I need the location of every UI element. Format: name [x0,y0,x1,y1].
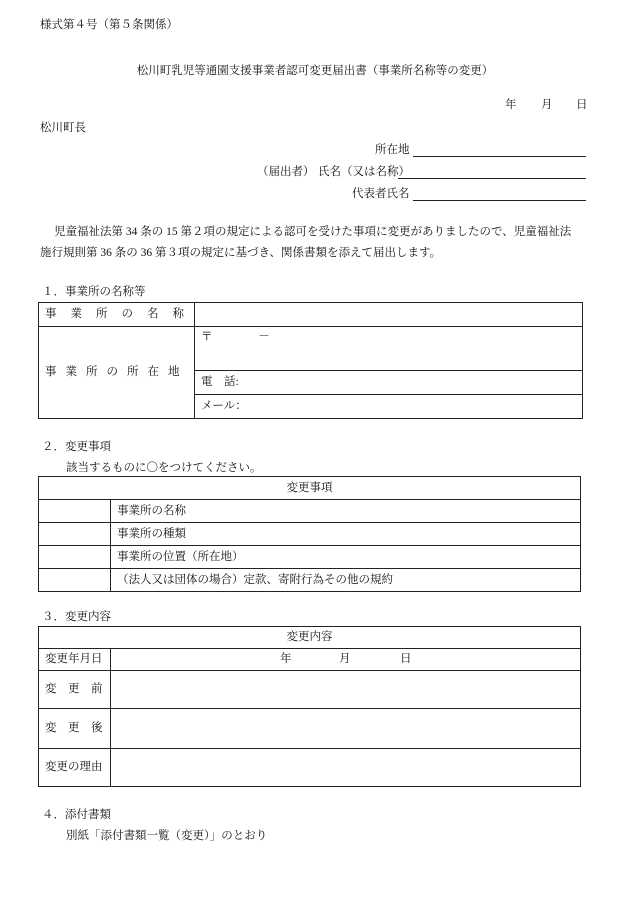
representative-label: 代表者氏名 [352,188,410,200]
postal-dash: － [258,331,270,343]
section3-heading: ３．変更内容 [42,611,111,623]
name-field[interactable] [398,165,586,179]
office-name-label: 事業所の名称 [39,303,195,327]
applicant-label: （届出者） [257,166,315,178]
change-item: 事業所の種類 [111,523,581,546]
section2-instruction: 該当するものに〇をつけてください。 [66,462,262,474]
change-item-mark[interactable] [39,546,111,569]
body-text-line1: 児童福祉法第 34 条の 15 第２項の規定による認可を受けた事項に変更がありましたので、児童福祉法 [54,226,572,238]
change-date-label: 変更年月日 [39,649,111,671]
mail-field[interactable] [195,395,583,419]
name-label: 氏名（又は名称） [318,166,410,178]
change-content-table [38,626,581,787]
reason-field[interactable] [111,749,581,787]
change-date-year: 年 [280,653,292,665]
change-date-field[interactable] [111,649,581,671]
location-label: 所在地 [375,144,410,156]
date-month: 月 [541,99,553,111]
change-item-mark[interactable] [39,523,111,546]
before-field[interactable] [111,671,581,709]
section2-heading: ２．変更事項 [42,441,111,453]
before-label: 変 更 前 [39,671,111,709]
postal-field[interactable] [195,327,583,371]
phone-field[interactable] [195,371,583,395]
phone-label: 電 話: [201,376,239,389]
change-content-header: 変更内容 [39,627,581,649]
postal-mark: 〒 [201,331,213,343]
section1-heading: １．事業所の名称等 [42,286,146,298]
change-item: 事業所の位置（所在地） [111,546,581,569]
form-number: 様式第４号（第５条関係） [40,19,178,31]
mail-label: メール： [201,400,247,413]
change-item-mark[interactable] [39,500,111,523]
change-item-mark[interactable] [39,569,111,592]
date-day: 日 [576,99,588,111]
change-item: （法人又は団体の場合）定款、寄附行為その他の規約 [111,569,581,592]
change-items-header: 変更事項 [39,477,581,500]
addressee: 松川町長 [40,122,86,134]
after-label: 変 更 後 [39,709,111,749]
section4-heading: ４．添付書類 [42,809,111,821]
change-items-table [38,476,581,592]
location-field[interactable] [413,143,586,157]
document-title: 松川町乳児等通園支援事業者認可変更届出書（事業所名称等の変更） [136,65,494,77]
change-item: 事業所の名称 [111,500,581,523]
representative-field[interactable] [413,187,586,201]
attachments-note: 別紙「添付書類一覧（変更）」のとおり [66,830,268,842]
office-address-label: 事業所の所在地 [39,327,195,419]
date-year: 年 [505,99,517,111]
after-field[interactable] [111,709,581,749]
change-date-month: 月 [339,653,351,665]
reason-label: 変更の理由 [39,749,111,787]
body-text-line2: 施行規則第 36 条の 36 第３項の規定に基づき、関係書類を添えて届出します。 [40,247,442,259]
office-name-field[interactable] [195,303,583,327]
change-date-day: 日 [400,653,412,665]
office-info-table [38,302,583,419]
